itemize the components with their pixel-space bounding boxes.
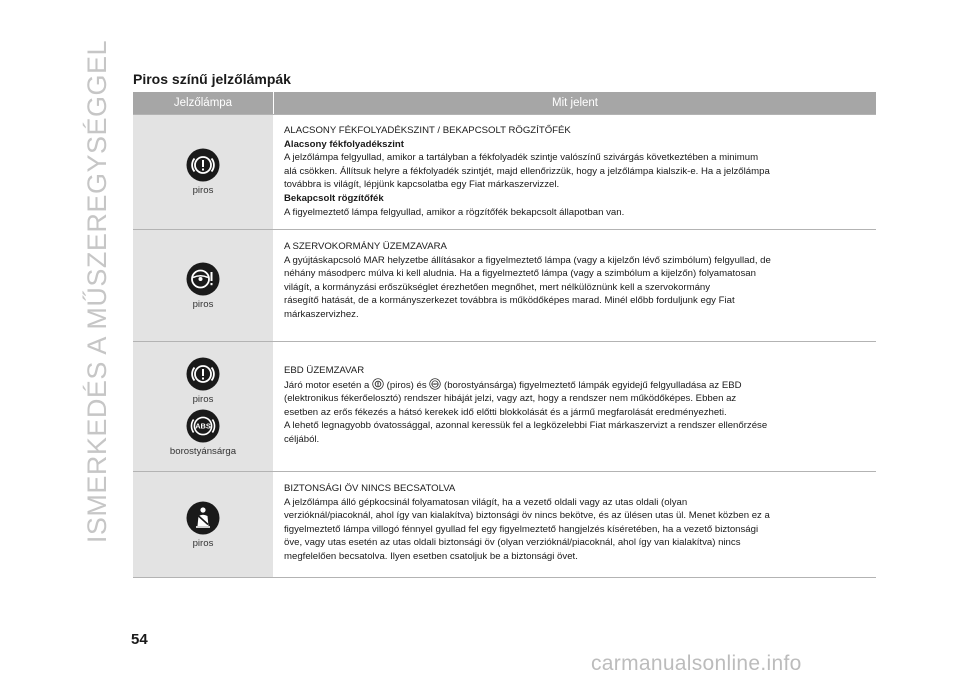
brake-warning-icon — [372, 378, 384, 390]
description-line: esetben az erős fékezés a hátsó kerekek idő előtti blokkolását és a jármű megfarolását eredményezheti. — [284, 406, 727, 418]
brake-warning-icon — [186, 148, 220, 182]
svg-text:ABS: ABS — [432, 381, 439, 386]
description-line: továbbra is világít, lépjünk kapcsolatba egy Fiat márkaszervizzel. — [284, 179, 560, 191]
description-line: figyelmeztető lámpa villogó fénnyel gyullad fel egy figyelmeztető hangjelzés kíséretében, ha a vezető biztonsági — [284, 523, 759, 535]
sub-heading: Bekapcsolt rögzítőfék — [284, 192, 384, 204]
row-heading: A SZERVOKORMÁNY ÜZEMZAVARA — [284, 241, 447, 252]
color-caption: piros — [192, 298, 214, 310]
meaning-cell — [273, 230, 876, 341]
inline-text: (piros) és — [386, 379, 427, 391]
description-line: A figyelmeztető lámpa felgyullad, amikor a rögzítőfék bekapcsolt állapotban van. — [284, 206, 625, 218]
description-line: A jelzőlámpa felgyullad, amikor a tartályban a fékfolyadék szintje valószínű szivárgás következtében a minimum — [284, 152, 759, 164]
brake-warning-icon — [186, 357, 220, 391]
inline-text: Járó motor esetén a — [284, 379, 370, 391]
description-line: márkaszervizhez. — [284, 308, 359, 320]
inline-text: (borostyánsárga) figyelmeztető lámpák egyidejű felgyulladása az EBD — [444, 379, 742, 391]
warning-light-cell — [133, 342, 273, 471]
row-heading: BIZTONSÁGI ÖV NINCS BECSATOLVA — [284, 483, 456, 494]
description-line: A lehető legnagyobb óvatossággal, azonnal keressük fel a legközelebbi Fiat márkaszervizt a rendszer ellenőrzése — [284, 420, 768, 432]
watermark: carmanualsonline.info — [591, 652, 802, 675]
meaning-cell — [273, 472, 876, 577]
chapter-side-title: ISMERKEDÉS A MŰSZEREGYSÉGGEL — [81, 40, 112, 544]
table-header — [133, 92, 876, 114]
warning-lights-table — [133, 92, 876, 578]
meaning-cell — [273, 115, 876, 229]
column-header-warning-light: Jelzőlámpa — [133, 92, 274, 114]
table-row — [133, 229, 876, 341]
description-line: öve, vagy utas esetén az utas oldali biztonsági öv (olyan verzióknál/piacoknál, ahol így van kialakítva) nincs — [284, 537, 741, 549]
description-line: rásegítő hatását, de a kormányszerkezet továbbra is működőképes marad. Minél előbb forduljunk egy Fiat — [284, 295, 735, 307]
description-line: A gyújtáskapcsoló MAR helyzetbe állításakor a figyelmeztető lámpa (vagy a kijelzőn lévő szimbólum) felgyullad, de — [284, 254, 771, 266]
color-caption: piros — [192, 537, 214, 549]
abs-icon — [186, 409, 220, 443]
column-header-meaning: Mit jelent — [551, 97, 599, 109]
warning-light-cell — [133, 472, 273, 577]
description-line: világít, a kormányzási erőszükséglet érezhetően megnőhet, mert nélkülöznünk kell a szervokormány — [284, 281, 711, 293]
description-line: néhány másodperc múlva ki kell aludnia. Ha a figyelmeztető lámpa (vagy a szimbólum a kijelzőn) folyamatosan — [284, 268, 756, 280]
description-line: verzióknál/piacoknál, ahol így van kialakítva) biztonsági öv nincs bekötve, és az ülésen utas ül. Menet közben ez a — [284, 510, 770, 522]
abs-icon — [429, 378, 441, 390]
table-row — [133, 471, 876, 578]
color-caption: borostyánsárga — [169, 445, 237, 457]
warning-light-cell — [133, 115, 273, 229]
section-title: Piros színű jelzőlámpák — [133, 71, 291, 87]
color-caption: piros — [192, 185, 214, 196]
table-row — [133, 114, 876, 229]
description-line: A jelzőlámpa álló gépkocsinál folyamatosan világít, ha a vezető oldali vagy az utas oldali (olyan — [284, 496, 688, 508]
warning-light-cell — [133, 230, 273, 341]
svg-text:ABS: ABS — [195, 421, 211, 431]
page-number: 54 — [131, 631, 148, 648]
sub-heading: Alacsony fékfolyadékszint — [284, 138, 404, 150]
seatbelt-icon — [186, 501, 220, 535]
description-line: megfelelően becsatolva. Ilyen esetben csatoljuk be a biztonsági övet. — [284, 550, 578, 562]
description-line — [284, 378, 876, 393]
description-line: alá csökken. Állítsuk helyre a fékfolyadék szintjét, majd ellenőrizzük, hogy a jelzőlámpa kialszik-e. Ha a jelzőlámpa — [284, 165, 770, 177]
table-row — [133, 341, 876, 471]
steering-warning-icon — [186, 262, 220, 296]
color-caption: piros — [192, 393, 214, 405]
description-line: (elektronikus fékerőelosztó) rendszer hibáját jelzi, vagy azt, hogy a rendszer nem működőképes. Ebben az — [284, 393, 737, 405]
row-heading: ALACSONY FÉKFOLYADÉKSZINT / BEKAPCSOLT RÖGZÍTŐFÉK — [284, 125, 571, 136]
row-heading: EBD ÜZEMZAVAR — [284, 365, 365, 376]
description-line: céljából. — [284, 433, 320, 445]
meaning-cell — [273, 342, 876, 471]
